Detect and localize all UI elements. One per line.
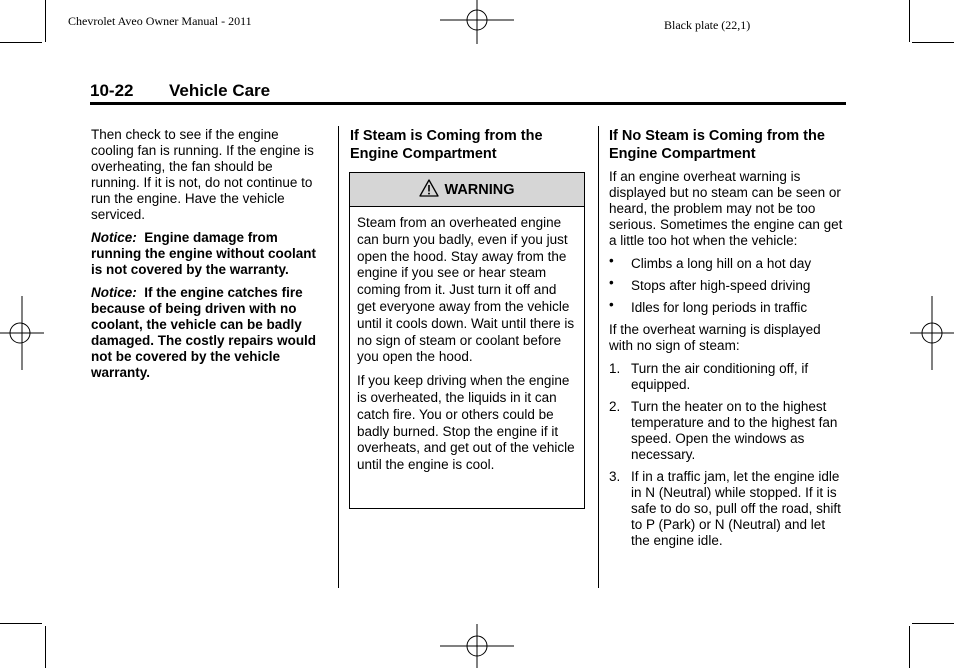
steps-list bbox=[609, 361, 847, 549]
notice-label: Notice: bbox=[91, 285, 137, 300]
registration-mark-right bbox=[910, 296, 954, 370]
list-item: • Climbs a long hill on a hot day bbox=[609, 256, 847, 272]
step-text: Turn the heater on to the highest temperature and to the highest fan speed. Open the windows as necessary. bbox=[631, 399, 838, 462]
column-divider-1 bbox=[338, 126, 339, 588]
step-text: Turn the air conditioning off, if equipped. bbox=[631, 361, 809, 392]
step-item bbox=[609, 399, 847, 463]
plate-info: Black plate (22,1) bbox=[664, 18, 751, 32]
notice-paragraph bbox=[91, 285, 321, 381]
registration-mark-bottom bbox=[440, 624, 514, 668]
registration-mark-top bbox=[440, 0, 514, 44]
notice-text: If the engine catches fire because of being driven with no coolant, the vehicle can be badly damaged. The costly repairs would not be covered by the vehicle warranty. bbox=[91, 285, 317, 380]
steps-lead: If the overheat warning is displayed with no sign of steam: bbox=[609, 322, 821, 353]
step-number: 2. bbox=[609, 399, 621, 414]
warning-header bbox=[350, 173, 584, 207]
warning-paragraph: Steam from an overheated engine can burn you badly, even if you just open the hood. Stay away from the engine if you see or hear steam coming from it. Just turn it off and get everyone away from the vehicle until it cools down. Wait until there is no sign of steam or coolant before you open the hood. bbox=[357, 215, 575, 365]
column-2 bbox=[350, 127, 582, 169]
step-number: 1. bbox=[609, 361, 621, 376]
no-steam-heading: If No Steam is Coming from the Engine Compartment bbox=[609, 128, 825, 162]
list-item: • Stops after high-speed driving bbox=[609, 278, 847, 294]
steam-heading: If Steam is Coming from the Engine Compartment bbox=[350, 128, 543, 162]
no-steam-intro: If an engine overheat warning is displayed but no steam can be seen or heard, the problem may not be too serious. Sometimes the engine can get a little too hot when the vehicle: bbox=[609, 169, 843, 248]
notice-paragraph bbox=[91, 230, 321, 278]
warning-triangle-icon bbox=[419, 179, 439, 197]
step-item bbox=[609, 361, 847, 393]
section-title: Vehicle Care bbox=[169, 81, 271, 100]
step-text: If in a traffic jam, let the engine idle in N (Neutral) while stopped. If it is safe to do so, pull off the road, shift to P (Park) or N (Neutral) and let the engine idle. bbox=[631, 469, 841, 548]
intro-paragraph: Then check to see if the engine cooling fan is running. If the engine is overheating, the fan should be running. If it is not, do not continue to run the engine. Have the vehicle serviced. bbox=[91, 127, 314, 222]
warning-label: WARNING bbox=[444, 181, 515, 198]
column-3 bbox=[609, 127, 847, 555]
notice-label: Notice: bbox=[91, 230, 137, 245]
column-1 bbox=[91, 127, 321, 388]
conditions-list bbox=[609, 256, 847, 316]
warning-box bbox=[349, 172, 585, 509]
manual-title: Chevrolet Aveo Owner Manual - 2011 bbox=[68, 14, 252, 28]
step-number: 3. bbox=[609, 469, 621, 484]
warning-body bbox=[350, 207, 584, 474]
warning-paragraph: If you keep driving when the engine is overheated, the liquids in it can catch fire. You or others could be badly burned. Stop the engine if it overheats, and get out of the vehicle until the engine is cool. bbox=[357, 373, 575, 473]
column-divider-2 bbox=[598, 126, 599, 588]
step-item bbox=[609, 469, 847, 549]
list-item: • Idles for long periods in traffic bbox=[609, 300, 847, 316]
notice-text: Engine damage from running the engine without coolant is not covered by the warranty. bbox=[91, 230, 316, 277]
page-number: 10-22 bbox=[90, 81, 134, 100]
header-rule bbox=[90, 102, 846, 105]
registration-mark-left bbox=[0, 296, 44, 370]
